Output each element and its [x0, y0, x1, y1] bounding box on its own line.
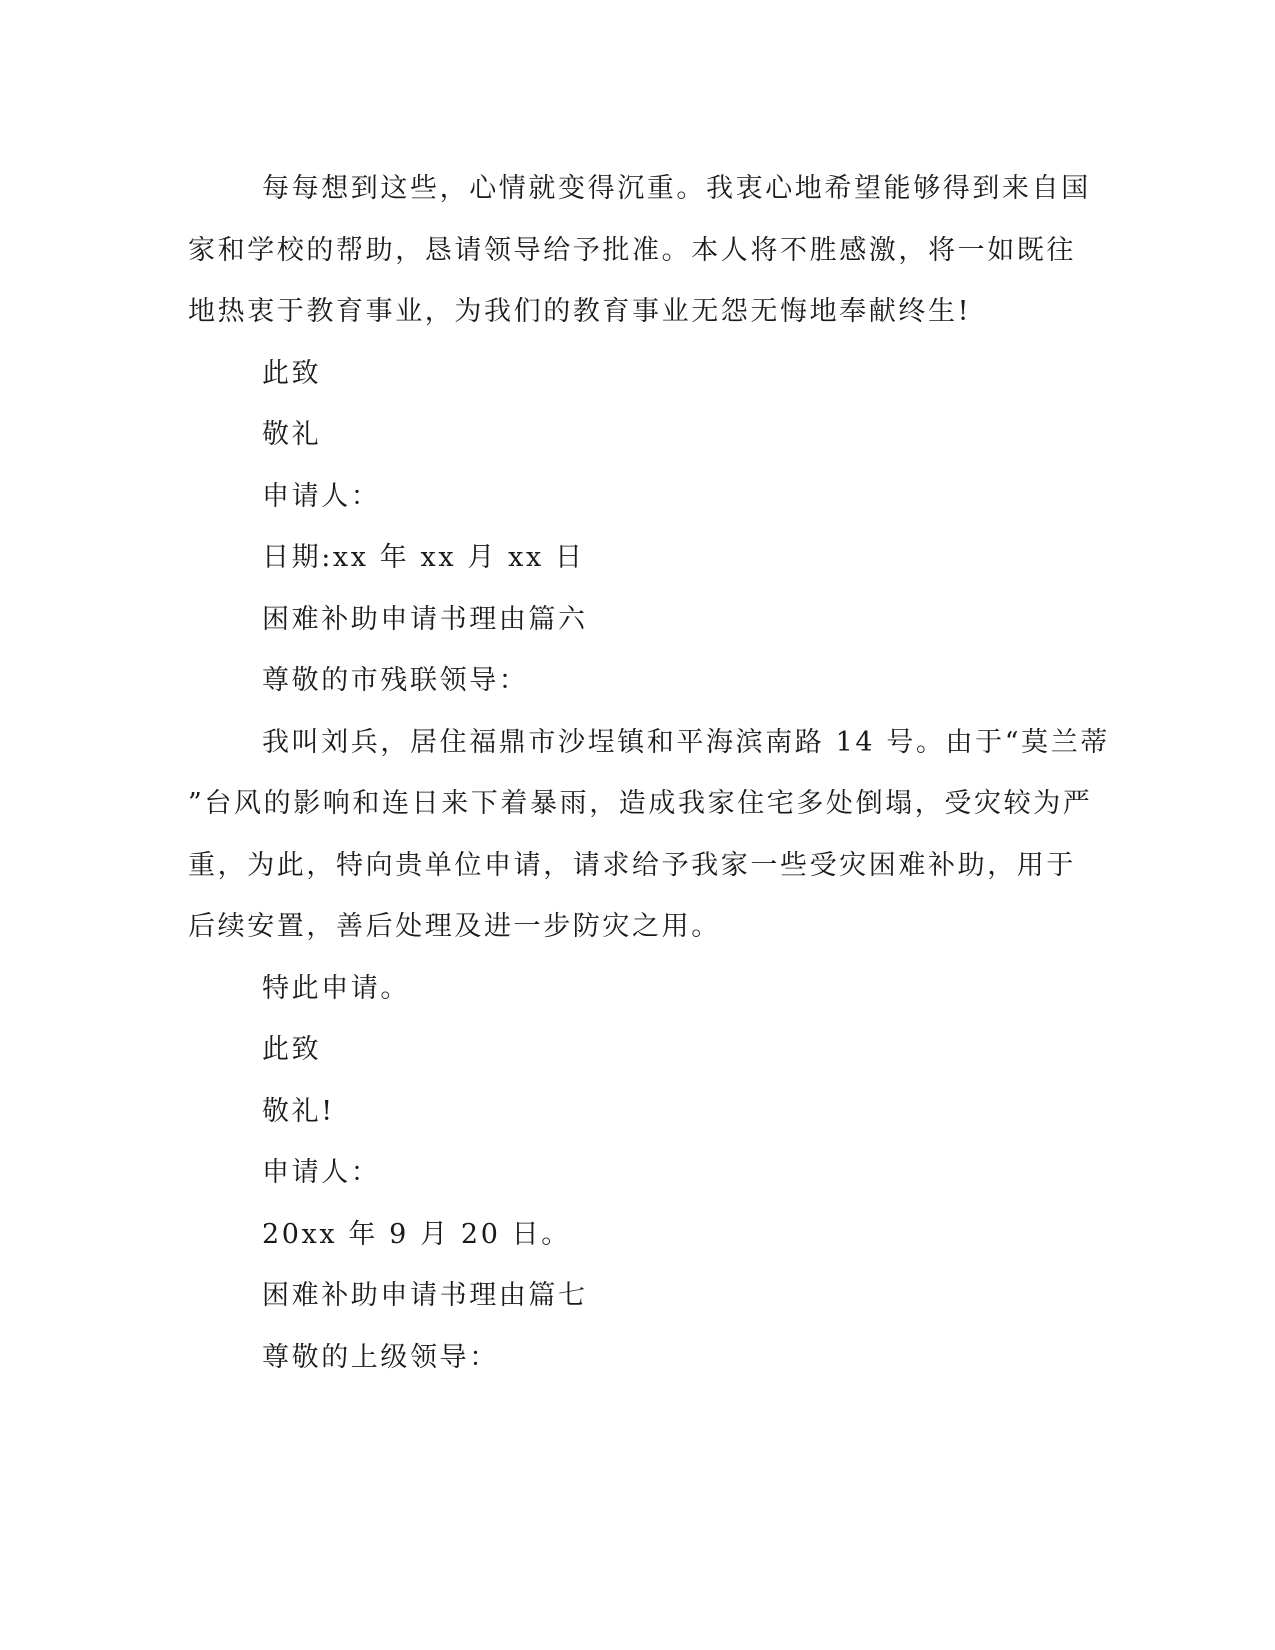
closing-salutation: 此致 [262, 1034, 322, 1065]
section-heading: 困难补助申请书理由篇六 [262, 603, 588, 635]
applicant-label: 申请人： [262, 480, 381, 512]
date-line: 日期:xx 年 xx 月 xx 日 [262, 542, 585, 573]
letter-greeting: 尊敬的市残联领导： [262, 665, 529, 696]
date-line: 20xx 年 9 月 20 日。 [262, 1218, 571, 1250]
body-paragraph-line: 重，为此，特向贵单位申请，请求给予我家一些受灾困难补助，用于 [188, 849, 1076, 881]
applicant-label: 申请人： [262, 1157, 381, 1188]
body-paragraph-line: 家和学校的帮助，恳请领导给予批准。本人将不胜感激，将一如既往 [188, 234, 1076, 266]
body-paragraph-line: 每每想到这些，心情就变得沉重。我衷心地希望能够得到来自国 [262, 173, 1091, 204]
body-paragraph-line: ”台风的影响和连日来下着暴雨，造成我家住宅多处倒塌，受灾较为严 [188, 788, 1093, 819]
document-body [188, 158, 1110, 1388]
request-closing: 特此申请。 [262, 972, 410, 1004]
letter-greeting: 尊敬的上级领导： [262, 1341, 499, 1373]
closing-salutation: 此致 [262, 357, 322, 389]
closing-salute: 敬礼! [262, 1095, 335, 1127]
section-heading: 困难补助申请书理由篇七 [262, 1280, 588, 1311]
body-paragraph-line: 后续安置，善后处理及进一步防灾之用。 [188, 911, 721, 942]
body-paragraph-line: 地热衷于教育事业，为我们的教育事业无怨无悔地奉献终生! [188, 296, 972, 327]
body-paragraph-line: 我叫刘兵，居住福鼎市沙埕镇和平海滨南路 14 号。由于“莫兰蒂 [262, 726, 1110, 758]
closing-salute: 敬礼 [262, 419, 322, 450]
